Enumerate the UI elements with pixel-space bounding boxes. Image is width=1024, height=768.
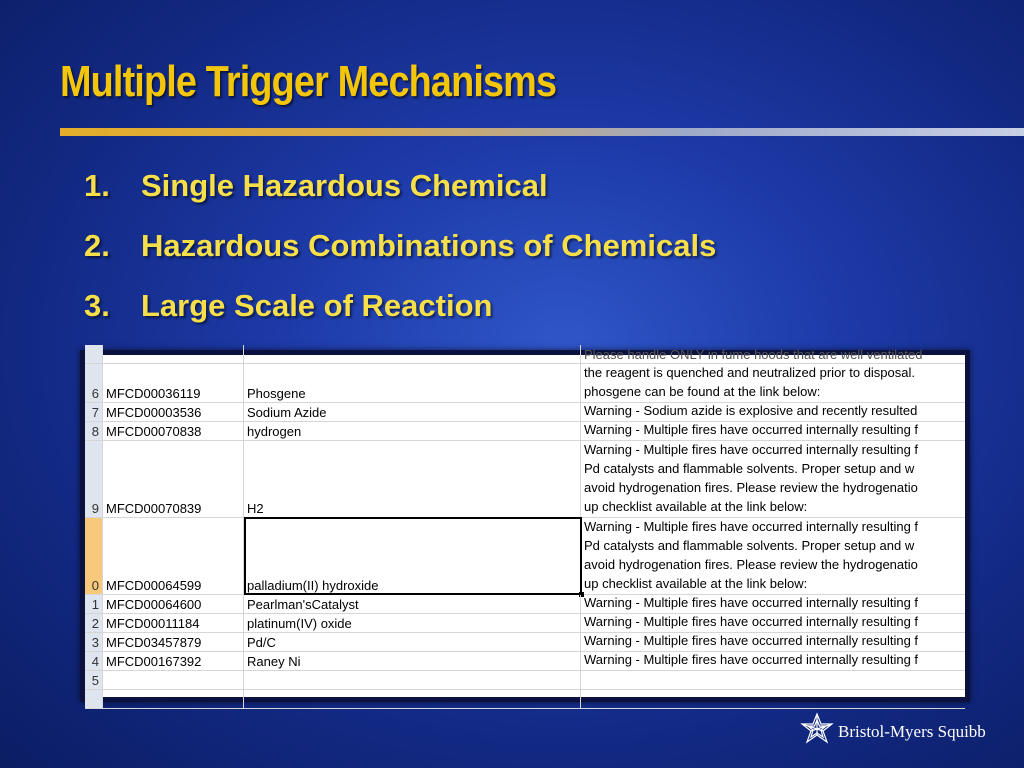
bms-star-logo-icon: [800, 712, 834, 746]
name-cell[interactable]: [244, 518, 581, 595]
warning-text-line: phosgene can be found at the link below:: [584, 384, 821, 399]
bullet-text: Hazardous Combinations of Chemicals: [141, 228, 717, 263]
row-number-text: 5: [91, 673, 99, 688]
table-row[interactable]: [85, 364, 965, 403]
partial-top-row: [85, 345, 965, 364]
row-number-text: 2: [91, 616, 99, 631]
company-logo: [800, 712, 1000, 752]
warning-text-line: Warning - Sodium azide is explosive and recently resulted: [584, 403, 918, 418]
warning-text-line: Pd catalysts and flammable solvents. Proper setup and w: [584, 461, 915, 476]
name-cell[interactable]: [244, 595, 581, 614]
id-cell-text: MFCD00070839: [106, 501, 202, 516]
table-row[interactable]: [85, 441, 965, 518]
warning-cell[interactable]: [581, 422, 965, 441]
warning-text: Please handle ONLY in fume hoods that are well ventilated: [584, 347, 923, 362]
bullet-number: 1.: [84, 168, 110, 203]
name-cell[interactable]: [244, 441, 581, 518]
bullet-number: 3.: [84, 288, 110, 323]
bullet-text: Single Hazardous Chemical: [141, 168, 548, 203]
name-cell-text: Sodium Azide: [247, 405, 327, 420]
id-cell[interactable]: [103, 633, 244, 652]
warning-cell[interactable]: [581, 652, 965, 671]
name-cell[interactable]: [244, 690, 581, 709]
name-cell[interactable]: [244, 652, 581, 671]
warning-cell: [581, 345, 965, 364]
id-cell[interactable]: [103, 652, 244, 671]
title-underline: [60, 128, 1024, 136]
warning-text-line: Warning - Multiple fires have occurred internally resulting f: [584, 422, 919, 437]
id-cell-text: MFCD00003536: [106, 405, 202, 420]
id-cell[interactable]: [103, 422, 244, 441]
bullet-number: 2.: [84, 228, 110, 263]
name-cell[interactable]: [244, 422, 581, 441]
warning-cell[interactable]: [581, 690, 965, 709]
name-cell-text: palladium(II) hydroxide: [247, 578, 379, 593]
row-number-text: 9: [91, 501, 99, 516]
name-cell-text: Phosgene: [247, 386, 306, 401]
row-number: [85, 652, 103, 671]
id-cell[interactable]: [103, 364, 244, 403]
row-number: [85, 614, 103, 633]
id-cell-text: MFCD00064600: [106, 597, 202, 612]
row-number-text: 0: [91, 578, 99, 593]
logo-text: Bristol-Myers Squibb: [838, 722, 986, 741]
row-number: [85, 633, 103, 652]
warning-text-line: Pd catalysts and flammable solvents. Proper setup and w: [584, 538, 915, 553]
name-cell-text: Pearlman'sCatalyst: [247, 597, 359, 612]
name-cell[interactable]: [244, 403, 581, 422]
id-cell-text: MFCD00064599: [106, 578, 202, 593]
slide-title: Multiple Trigger Mechanisms: [60, 57, 557, 106]
warning-text-line: Warning - Multiple fires have occurred internally resulting f: [584, 614, 919, 629]
name-cell[interactable]: [244, 671, 581, 690]
warning-text-line: avoid hydrogenation fires. Please review the hydrogenatio: [584, 480, 918, 495]
warning-cell[interactable]: [581, 518, 965, 595]
warning-text-line: the reagent is quenched and neutralized prior to disposal.: [584, 365, 915, 380]
warning-text-line: Warning - Multiple fires have occurred internally resulting f: [584, 652, 919, 667]
table-row[interactable]: [85, 422, 965, 441]
id-cell[interactable]: [103, 671, 244, 690]
row-number: [85, 441, 103, 518]
id-cell-text: MFCD00036119: [106, 386, 201, 401]
id-cell-text: MFCD03457879: [106, 635, 202, 650]
name-cell-text: Pd/C: [247, 635, 276, 650]
id-cell-text: MFCD00070838: [106, 424, 202, 439]
id-cell[interactable]: [103, 595, 244, 614]
warning-cell[interactable]: [581, 441, 965, 518]
row-number-text: 8: [91, 424, 99, 439]
row-number-text: 4: [91, 654, 99, 669]
id-cell[interactable]: [103, 441, 244, 518]
table-row[interactable]: [85, 671, 965, 690]
name-cell: [244, 345, 581, 364]
name-cell-text: Raney Ni: [247, 654, 301, 669]
name-cell-text: hydrogen: [247, 424, 302, 439]
row-number: [85, 595, 103, 614]
warning-text-line: avoid hydrogenation fires. Please review the hydrogenatio: [584, 557, 918, 572]
row-number-text: 7: [91, 405, 99, 420]
row-number-text: 1: [91, 597, 99, 612]
id-cell[interactable]: [103, 403, 244, 422]
row-number: [85, 690, 103, 709]
spreadsheet-screenshot-frame: [80, 347, 970, 702]
table-row[interactable]: [85, 690, 965, 709]
name-cell[interactable]: [244, 364, 581, 403]
row-number: [85, 671, 103, 690]
row-number: [85, 403, 103, 422]
id-cell[interactable]: [103, 690, 244, 709]
id-cell[interactable]: [103, 518, 244, 595]
warning-cell[interactable]: [581, 671, 965, 690]
bullet-text: Large Scale of Reaction: [141, 288, 493, 323]
id-cell[interactable]: [103, 614, 244, 633]
id-cell: [103, 345, 244, 364]
warning-text-line: up checklist available at the link below:: [584, 499, 808, 514]
spreadsheet: [85, 347, 965, 697]
table-row[interactable]: [85, 652, 965, 671]
warning-text-line: Warning - Multiple fires have occurred internally resulting f: [584, 442, 919, 457]
warning-text-line: up checklist available at the link below:: [584, 576, 808, 591]
row-number: [85, 518, 103, 595]
row-number-text: 6: [91, 386, 99, 401]
id-cell-text: MFCD00167392: [106, 654, 202, 669]
warning-text-line: Warning - Multiple fires have occurred internally resulting f: [584, 595, 919, 610]
warning-cell[interactable]: [581, 364, 965, 403]
row-number-text: 3: [91, 635, 99, 650]
row-number: [85, 364, 103, 403]
name-cell-text: H2: [247, 501, 264, 516]
name-cell[interactable]: [244, 614, 581, 633]
table-row[interactable]: [85, 518, 965, 595]
name-cell-text: platinum(IV) oxide: [247, 616, 352, 631]
row-number: [85, 422, 103, 441]
warning-text-line: Warning - Multiple fires have occurred internally resulting f: [584, 633, 919, 648]
name-cell[interactable]: [244, 633, 581, 652]
row-number: [85, 345, 103, 364]
warning-text-line: Warning - Multiple fires have occurred internally resulting f: [584, 519, 919, 534]
id-cell-text: MFCD00011184: [106, 616, 200, 631]
